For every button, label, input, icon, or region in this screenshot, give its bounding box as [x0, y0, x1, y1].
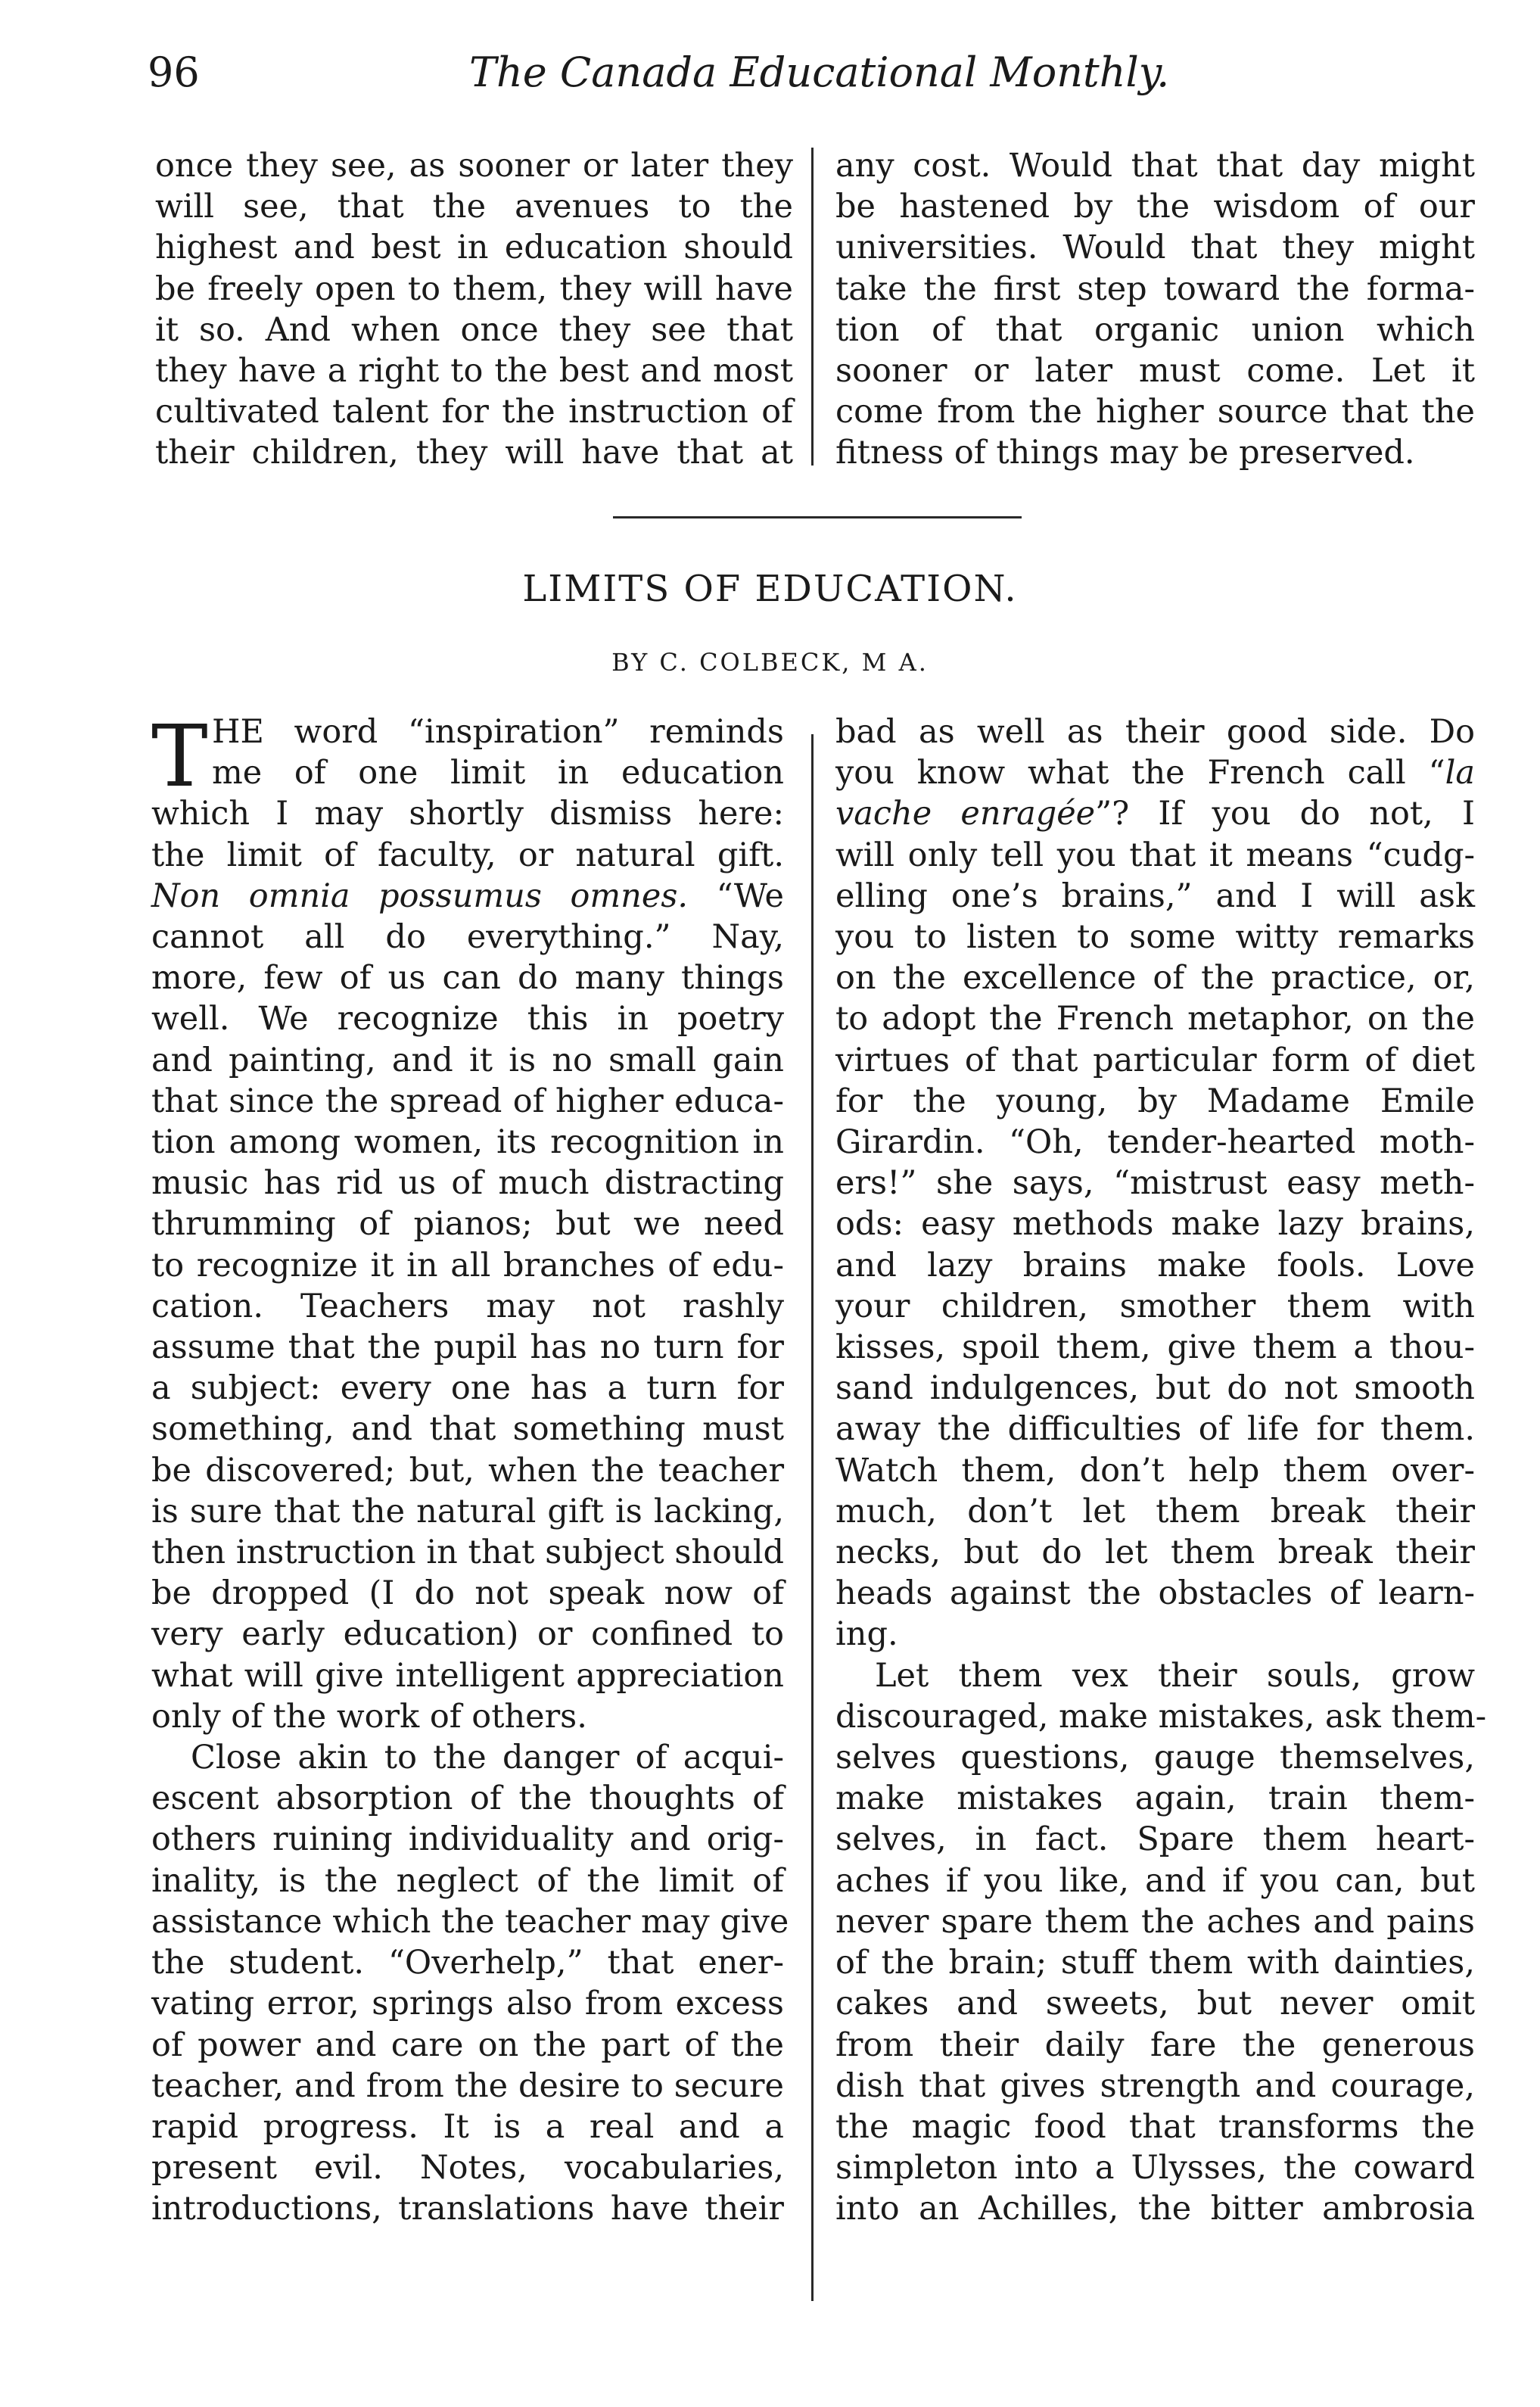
text-line: rapid progress. It is a real and a — [151, 2107, 784, 2146]
text-line: assistance which the teacher may give — [151, 1902, 789, 1941]
article-paragraph — [151, 1737, 789, 2229]
prev-article-right-paragraph — [835, 145, 1475, 474]
column-divider-bottom — [811, 734, 814, 2301]
text-line: assume that the pupil has no turn for — [151, 1328, 784, 1367]
text-line: teacher, and from the desire to secure — [151, 2066, 784, 2105]
text-line: then instruction in that subject should — [151, 1534, 784, 1572]
text-line: come from the higher source that the — [835, 393, 1475, 431]
text-line: HE word “inspiration” reminds — [212, 713, 784, 751]
text-line: cultivated talent for the instruction of — [155, 393, 793, 431]
text-line: others ruining individuality and orig- — [151, 1820, 784, 1859]
text-line: on the excellence of the practice, or, — [835, 959, 1475, 998]
text-line: selves, in fact. Spare them heart- — [835, 1820, 1475, 1859]
text-line: and painting, and it is no small gain — [151, 1041, 784, 1079]
prev-article-left-paragraph — [155, 145, 793, 474]
drop-cap: T — [151, 708, 208, 806]
text-line: inality, is the neglect of the limit of — [151, 1861, 784, 1900]
text-line: present evil. Notes, vocabularies, — [151, 2149, 784, 2187]
text-line: Let them vex their souls, grow — [875, 1656, 1475, 1695]
text-line: me of one limit in education — [212, 754, 784, 792]
text-line: discouraged, make mistakes, ask them- — [835, 1697, 1487, 1736]
text-fragment: ”? If you do not, I — [1095, 795, 1475, 833]
text-line: ods: easy methods make lazy brains, — [835, 1205, 1475, 1244]
text-line: into an Achilles, the bitter ambrosia — [835, 2190, 1475, 2228]
text-line: only of the work of others. — [151, 1697, 587, 1736]
article-left-column — [151, 708, 789, 2230]
running-head: The Canada Educational Monthly. — [469, 48, 1170, 96]
text-line: Girardin. “Oh, tender-hearted moth- — [835, 1123, 1475, 1162]
text-line: highest and best in education should — [155, 229, 793, 267]
text-line: away the difficulties of life for them. — [835, 1410, 1475, 1449]
text-line: bad as well as their good side. Do — [835, 713, 1475, 751]
text-line: escent absorption of the thoughts of — [151, 1780, 784, 1818]
text-line: sooner or later must come. Let it — [835, 352, 1475, 391]
text-line: that since the spread of higher educa- — [151, 1082, 784, 1120]
text-line: elling one’s brains,” and I will ask — [835, 877, 1475, 915]
text-line: take the first step toward the forma- — [835, 269, 1475, 308]
text-line — [835, 793, 1475, 834]
text-line — [151, 876, 784, 917]
text-line: universities. Would that they might — [835, 229, 1475, 267]
text-line: tion of that organic union which — [835, 310, 1475, 349]
text-line: ing. — [835, 1615, 898, 1654]
text-line: and lazy brains make fools. Love — [835, 1246, 1475, 1284]
article-title: LIMITS OF EDUCATION. — [522, 568, 1018, 610]
text-line: very early education) or confined to — [151, 1615, 784, 1654]
text-line: Watch them, don’t help them over- — [835, 1451, 1475, 1490]
text-line: ers!” she says, “mistrust easy meth- — [835, 1164, 1475, 1203]
text-line: once they see, as sooner or later they — [155, 147, 793, 185]
text-line: simpleton into a Ulysses, the coward — [835, 2149, 1475, 2187]
text-line: your children, smother them with — [835, 1287, 1475, 1325]
text-line: kisses, spoil them, give them a thou- — [835, 1328, 1475, 1367]
article-paragraph — [835, 1655, 1487, 2230]
text-line: you to listen to some witty remarks — [835, 918, 1475, 957]
text-fragment: “We — [688, 877, 784, 915]
prev-article-left-column — [155, 145, 793, 474]
french-phrase: vache enragée — [835, 795, 1096, 833]
text-line: any cost. Would that that day might — [835, 147, 1475, 185]
text-line: be discovered; but, when the teacher — [151, 1451, 784, 1490]
text-line: well. We recognize this in poetry — [151, 1000, 784, 1038]
page-number: 96 — [148, 48, 200, 96]
text-line: which I may shortly dismiss here: — [151, 795, 784, 833]
text-line: selves questions, gauge themselves, — [835, 1739, 1475, 1777]
text-line: they have a right to the best and most — [155, 352, 793, 391]
text-fragment: you know what the French call “ — [835, 754, 1445, 792]
text-line: is sure that the natural gift is lacking, — [151, 1492, 784, 1530]
text-line — [835, 752, 1475, 793]
article-paragraph — [151, 708, 784, 1737]
text-line: fitness of things may be preserved. — [835, 434, 1415, 472]
text-line: vating error, springs also from excess — [151, 1985, 784, 2023]
latin-phrase: Non omnia possumus omnes. — [151, 877, 689, 915]
text-line: for the young, by Madame Emile — [835, 1082, 1475, 1120]
text-line: heads against the obstacles of learn- — [835, 1574, 1475, 1613]
text-line: never spare them the aches and pains — [835, 1902, 1475, 1941]
text-line: more, few of us can do many things — [151, 959, 784, 998]
text-line: much, don’t let them break their — [835, 1492, 1475, 1530]
prev-article-right-column — [835, 145, 1475, 474]
text-line: cation. Teachers may not rashly — [151, 1287, 784, 1325]
text-line: it so. And when once they see that — [155, 310, 793, 349]
text-line: a subject: every one has a turn for — [151, 1369, 784, 1408]
text-line: the student. “Overhelp,” that ener- — [151, 1944, 784, 1982]
text-line: tion among women, its recognition in — [151, 1123, 784, 1162]
text-line: introductions, translations have their — [151, 2190, 784, 2228]
text-line: their children, they will have that at — [155, 434, 793, 472]
text-line: the magic food that transforms the — [835, 2107, 1475, 2146]
text-line: will only tell you that it means “cudg- — [835, 836, 1475, 874]
text-line: of power and care on the part of the — [151, 2026, 784, 2064]
text-line: music has rid us of much distracting — [151, 1164, 784, 1203]
text-line: the limit of faculty, or natural gift. — [151, 836, 784, 874]
text-line: of the brain; stuff them with dainties, — [835, 1944, 1475, 1982]
text-line: Close akin to the danger of acqui- — [191, 1739, 784, 1777]
text-line: be dropped (I do not speak now of — [151, 1574, 784, 1613]
text-line: virtues of that particular form of diet — [835, 1041, 1475, 1079]
text-line: will see, that the avenues to the — [155, 188, 793, 226]
text-line: be hastened by the wisdom of our — [835, 188, 1475, 226]
french-phrase: la — [1445, 754, 1475, 792]
text-line: what will give intelligent appreciation — [151, 1656, 784, 1695]
text-line: sand indulgences, but do not smooth — [835, 1369, 1475, 1408]
text-line: something, and that something must — [151, 1410, 784, 1449]
text-line: be freely open to them, they will have — [155, 269, 793, 308]
text-line: dish that gives strength and courage, — [835, 2066, 1475, 2105]
text-line: aches if you like, and if you can, but — [835, 1861, 1475, 1900]
column-divider-top — [811, 148, 814, 466]
text-line: cakes and sweets, but never omit — [835, 1985, 1475, 2023]
article-right-column — [835, 712, 1487, 2230]
text-line: make mistakes again, train them- — [835, 1780, 1475, 1818]
article-paragraph — [835, 712, 1475, 1655]
text-line: to adopt the French metaphor, on the — [835, 1000, 1475, 1038]
text-line: necks, but do let them break their — [835, 1534, 1475, 1572]
text-line: to recognize it in all branches of edu- — [151, 1246, 784, 1284]
section-separator-rule — [613, 516, 1022, 518]
text-line: from their daily fare the generous — [835, 2026, 1475, 2064]
article-byline: BY C. COLBECK, M A. — [611, 648, 929, 677]
text-line: cannot all do everything.” Nay, — [151, 918, 784, 957]
text-line: thrumming of pianos; but we need — [151, 1205, 784, 1244]
